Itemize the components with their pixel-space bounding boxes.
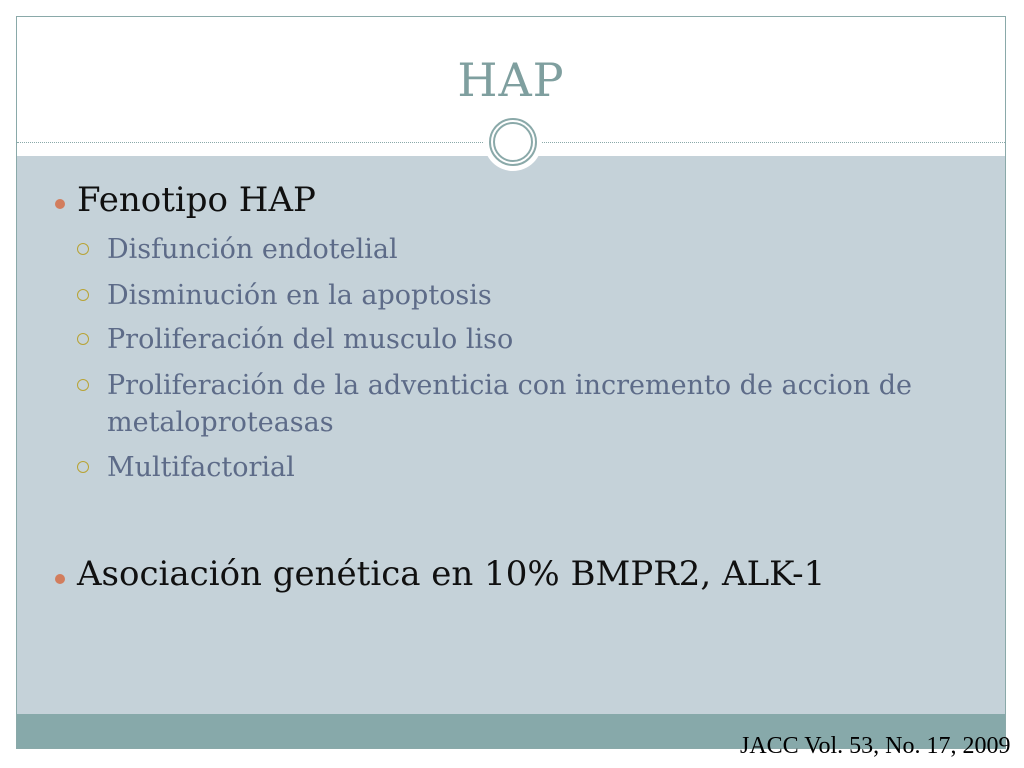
slide-title: HAP xyxy=(457,53,565,107)
sub-bullet-item xyxy=(107,367,927,442)
sub-bullet-item xyxy=(107,449,927,486)
sub-bullet-text: Proliferación del musculo liso xyxy=(107,324,514,355)
sub-bullet-text: Proliferación de la adventicia con incremento de accion de metaloproteasas xyxy=(107,370,912,439)
bullet-dot-icon xyxy=(55,199,65,209)
bullet-item-fenotipo xyxy=(77,181,316,220)
sub-bullet-item xyxy=(107,321,927,358)
ring-bullet-icon xyxy=(77,289,89,301)
sub-bullet-text: Disminución en la apoptosis xyxy=(107,280,492,311)
sub-bullet-text: Disfunción endotelial xyxy=(107,234,398,265)
bullet-text: Asociación genética en 10% BMPR2, ALK-1 xyxy=(77,554,826,594)
ring-bullet-icon xyxy=(77,333,89,345)
ring-bullet-icon xyxy=(77,461,89,473)
ring-bullet-icon xyxy=(77,379,89,391)
citation: JACC Vol. 53, No. 17, 2009 xyxy=(740,733,1011,759)
slide-content xyxy=(17,17,1005,748)
bullet-item-asociacion xyxy=(77,555,825,594)
slide xyxy=(16,16,1006,749)
bullet-text: Fenotipo HAP xyxy=(77,180,316,220)
sub-bullet-item xyxy=(107,231,927,268)
sub-bullet-text: Multifactorial xyxy=(107,452,295,483)
bullet-dot-icon xyxy=(55,574,65,584)
sub-bullet-item xyxy=(107,277,927,314)
ring-bullet-icon xyxy=(77,243,89,255)
